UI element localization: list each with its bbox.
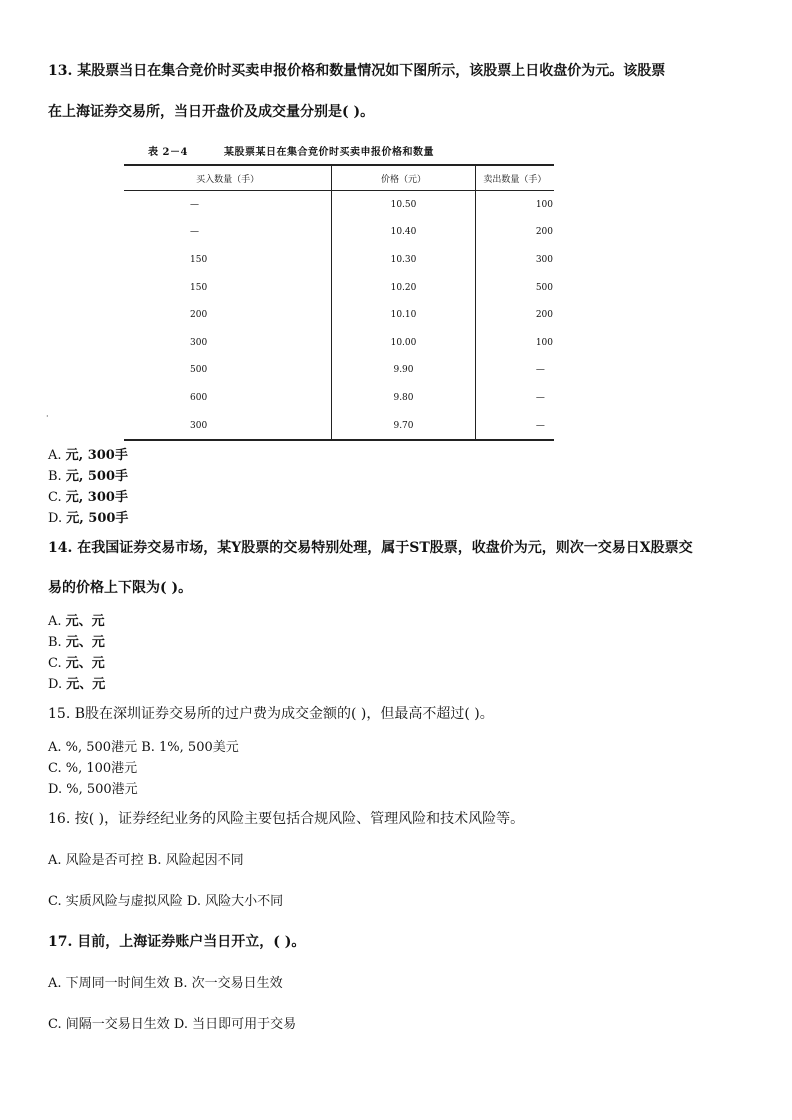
cell-price: 10.10 — [332, 301, 476, 329]
q15-option-c[interactable]: C. %, 100港元 — [48, 761, 138, 776]
cell-sell: — — [475, 412, 554, 441]
q15-option-ab[interactable]: A. %, 500港元 B. 1%, 500美元 — [48, 740, 239, 755]
table-caption — [148, 143, 554, 158]
cell-buy: 600 — [124, 384, 332, 412]
q16-line1: 16. 按( )，证券经纪业务的风险主要包括合规风险、管理风险和技术风险等。 — [48, 811, 525, 827]
option-text: 元、元 — [65, 635, 105, 650]
option-text: 元、元 — [65, 614, 105, 629]
table-header-row — [124, 165, 554, 191]
q13-option-a[interactable] — [48, 444, 128, 463]
q14-option-d[interactable] — [48, 673, 105, 692]
option-prefix: C. — [48, 490, 66, 505]
cell-buy: 500 — [124, 357, 332, 385]
bid-ask-table-block — [124, 143, 554, 441]
cell-price: 10.50 — [332, 191, 476, 219]
table-row — [124, 412, 554, 441]
cell-sell: 200 — [535, 227, 553, 238]
option-text: 元, 500手 — [66, 511, 129, 526]
option-prefix: B. — [48, 635, 66, 650]
header-buy-qty: 买入数量（手） — [124, 165, 332, 191]
cell-price: 10.30 — [332, 246, 476, 274]
q14-line2: 易的价格上下限为( )。 — [48, 580, 193, 596]
cell-price: 9.90 — [332, 357, 476, 385]
q14-option-a[interactable] — [48, 610, 105, 629]
q14-line1: 14. 在我国证券交易市场，某Y股票的交易特别处理，属于ST股票，收盘价为元，则次一交易日X股票交 — [48, 540, 693, 556]
q17-line1: 17. 目前，上海证券账户当日开立，( )。 — [48, 934, 306, 950]
q16-option-cd[interactable]: C. 实质风险与虚拟风险 D. 风险大小不同 — [48, 894, 284, 909]
q13-option-c[interactable] — [48, 486, 128, 505]
stray-dot: · — [46, 412, 49, 421]
table-row — [124, 329, 554, 357]
q13-line1: 13. 某股票当日在集合竞价时买卖申报价格和数量情况如下图所示，该股票上日收盘价为元。该股票 — [48, 63, 666, 79]
table-row — [124, 274, 554, 302]
table-row — [124, 219, 554, 247]
bid-ask-table — [124, 164, 554, 441]
header-sell-qty: 卖出数量（手） — [475, 165, 554, 191]
option-text: 元, 300手 — [65, 448, 128, 463]
q15-line1: 15. B股在深圳证券交易所的过户费为成交金额的( )，但最高不超过( )。 — [48, 706, 494, 722]
q17-option-cd[interactable]: C. 间隔一交易日生效 D. 当日即可用于交易 — [48, 1017, 297, 1032]
option-prefix: A. — [48, 614, 66, 629]
cell-sell: 200 — [535, 310, 553, 321]
table-row — [124, 301, 554, 329]
table-row — [124, 384, 554, 412]
q13-option-b[interactable] — [48, 465, 128, 484]
option-text: 元, 300手 — [65, 490, 128, 505]
option-prefix: B. — [48, 469, 66, 484]
cell-buy: 300 — [124, 329, 332, 357]
option-prefix: D. — [48, 511, 67, 526]
q13-option-d[interactable] — [48, 507, 128, 526]
q16-option-ab[interactable]: A. 风险是否可控 B. 风险起因不同 — [48, 853, 244, 868]
cell-price: 10.20 — [332, 274, 476, 302]
table-row — [124, 246, 554, 274]
cell-sell: 300 — [535, 254, 553, 265]
cell-sell: 100 — [535, 199, 553, 210]
option-prefix: D. — [48, 677, 67, 692]
cell-price: 10.00 — [332, 329, 476, 357]
table-row — [124, 191, 554, 219]
cell-buy: 150 — [124, 274, 332, 302]
cell-buy: — — [124, 191, 332, 219]
cell-price: 10.40 — [332, 219, 476, 247]
cell-price: 9.70 — [332, 412, 476, 441]
option-text: 元、元 — [66, 677, 106, 692]
cell-price: 9.80 — [332, 384, 476, 412]
table-row — [124, 357, 554, 385]
cell-buy: — — [124, 219, 332, 247]
q13-line2: 在上海证券交易所，当日开盘价及成交量分别是( )。 — [48, 104, 375, 120]
cell-sell: 500 — [535, 282, 553, 293]
q15-option-d[interactable]: D. %, 500港元 — [48, 782, 138, 797]
option-text: 元、元 — [65, 656, 105, 671]
cell-sell: 100 — [535, 337, 553, 348]
cell-buy: 200 — [124, 301, 332, 329]
option-text: 元, 500手 — [65, 469, 129, 484]
header-price: 价格（元） — [332, 165, 476, 191]
q14-option-b[interactable] — [48, 631, 105, 650]
cell-sell: — — [535, 392, 545, 403]
table-caption-number: 表 2－4 — [148, 147, 188, 158]
cell-sell: — — [535, 365, 545, 376]
q14-option-c[interactable] — [48, 652, 105, 671]
cell-buy: 150 — [124, 246, 332, 274]
option-prefix: A. — [48, 448, 66, 463]
q17-option-ab[interactable]: A. 下周同一时间生效 B. 次一交易日生效 — [48, 976, 283, 991]
cell-buy: 300 — [124, 412, 332, 441]
option-prefix: C. — [48, 656, 66, 671]
table-caption-title: 某股票某日在集合竞价时买卖申报价格和数量 — [224, 147, 434, 158]
